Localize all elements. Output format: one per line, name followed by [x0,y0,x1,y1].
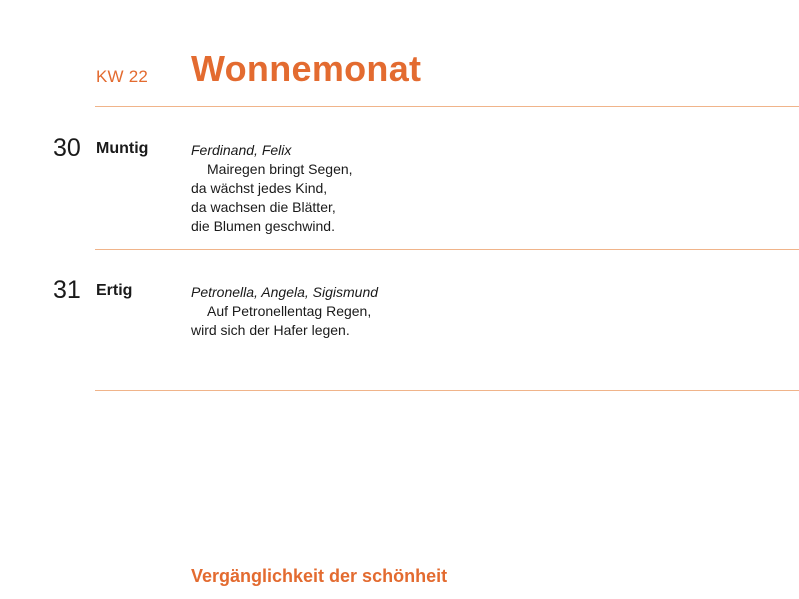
verse-line: Auf Petronellentag Regen, [207,303,372,319]
name-days: Petronella, Angela, Sigismund [191,284,379,300]
day-text [191,141,353,236]
day-name: Ertig [96,282,133,299]
name-days: Ferdinand, Felix [191,142,292,158]
day-divider [95,390,799,391]
verse-line: Mairegen bringt Segen, [207,161,353,177]
verse-line: die Blumen geschwind. [191,218,335,234]
header-divider [95,106,799,107]
verse-line: da wächst jedes Kind, [191,180,328,196]
page-title: Wonnemonat [191,48,422,89]
verse-line: wird sich der Hafer legen. [191,322,350,338]
week-label: KW 22 [96,67,149,86]
day-divider [95,249,799,250]
day-number: 31 [53,276,81,304]
day-text [191,283,378,340]
day-name: Muntig [96,140,149,157]
day-number: 30 [53,134,81,162]
verse-line: da wachsen die Blätter, [191,199,336,215]
footer-title: Vergänglichkeit der schönheit [191,566,448,586]
